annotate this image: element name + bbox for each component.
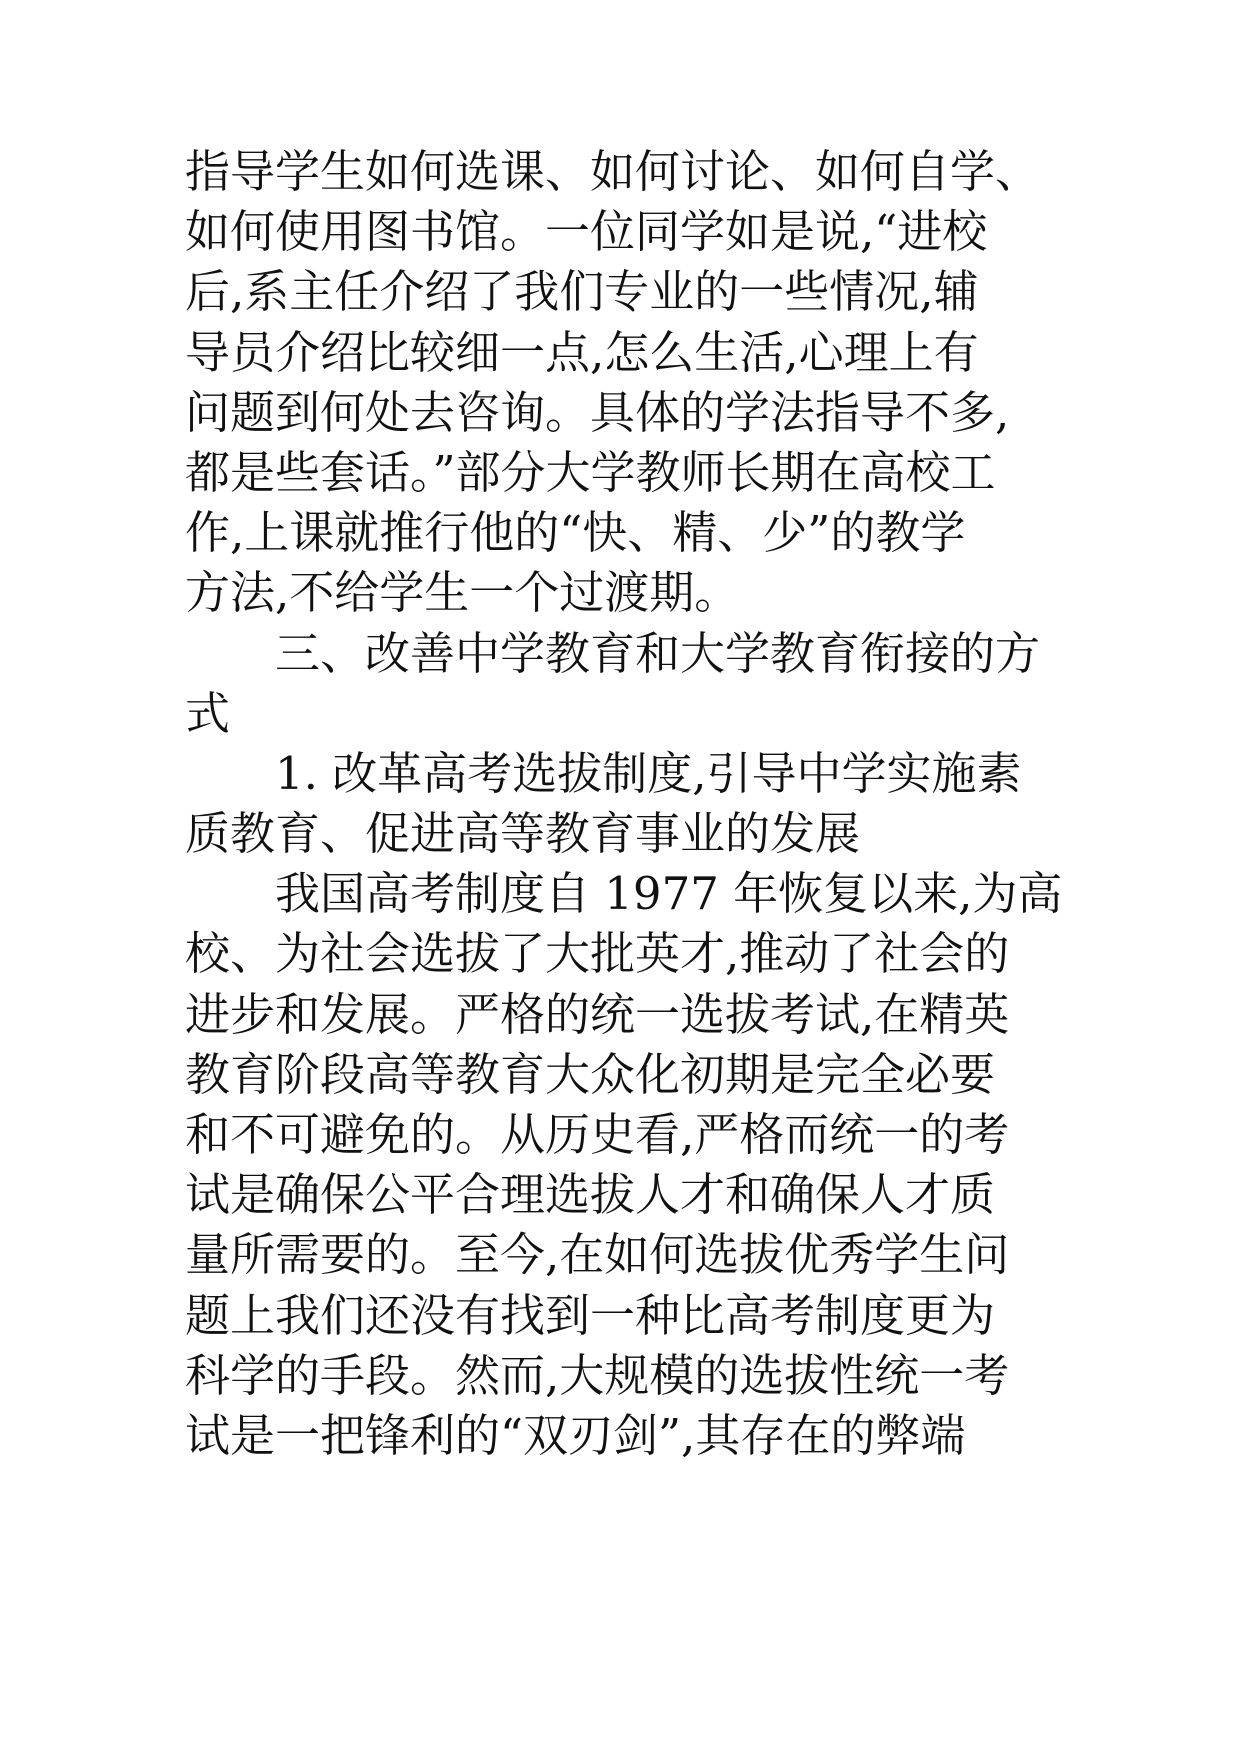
section-heading: 三、改善中学教育和大学教育衔接的方 xyxy=(275,626,1041,680)
text-line: 科学的手段。然而,大规模的选拔性统一考 xyxy=(185,1348,1010,1402)
text-line: 作,上课就推行他的“快、精、少”的教学 xyxy=(185,506,966,560)
text-line: 指导学生如何选课、如何讨论、如何自学、 xyxy=(185,145,1041,198)
text-line: 量所需要的。至今,在如何选拔优秀学生问 xyxy=(185,1228,1010,1282)
text-line: 进步和发展。严格的统一选拔考试,在精英 xyxy=(185,987,1010,1041)
subsection-heading-continuation: 质教育、促进高等教育事业的发展 xyxy=(185,807,861,861)
text-line: 方法,不给学生一个过渡期。 xyxy=(185,566,740,620)
paragraph-start: 我国高考制度自 1977 年恢复以来,为高 xyxy=(275,867,1063,921)
text-line: 教育阶段高等教育大众化初期是完全必要 xyxy=(185,1047,996,1101)
text-line: 都是些套话。”部分大学教师长期在高校工 xyxy=(185,445,996,499)
text-line: 校、为社会选拔了大批英才,推动了社会的 xyxy=(185,927,1010,981)
text-line: 试是一把锋利的“双刃剑”,其存在的弊端 xyxy=(185,1408,966,1462)
section-heading-continuation: 式 xyxy=(185,686,231,740)
text-line: 后,系主任介绍了我们专业的一些情况,辅 xyxy=(185,265,979,319)
text-line: 导员介绍比较细一点,怎么生活,心理上有 xyxy=(185,325,979,379)
text-line: 题上我们还没有找到一种比高考制度更为 xyxy=(185,1288,996,1342)
text-line: 试是确保公平合理选拔人才和确保人才质 xyxy=(185,1168,996,1222)
body-text xyxy=(185,142,1085,1466)
text-line: 和不可避免的。从历史看,严格而统一的考 xyxy=(185,1108,1010,1161)
subsection-heading: 1. 改革高考选拔制度,引导中学实施素 xyxy=(275,746,1022,800)
text-line: 如何使用图书馆。一位同学如是说,“进校 xyxy=(185,205,988,259)
text-line: 问题到何处去咨询。具体的学法指导不多, xyxy=(185,385,1010,439)
